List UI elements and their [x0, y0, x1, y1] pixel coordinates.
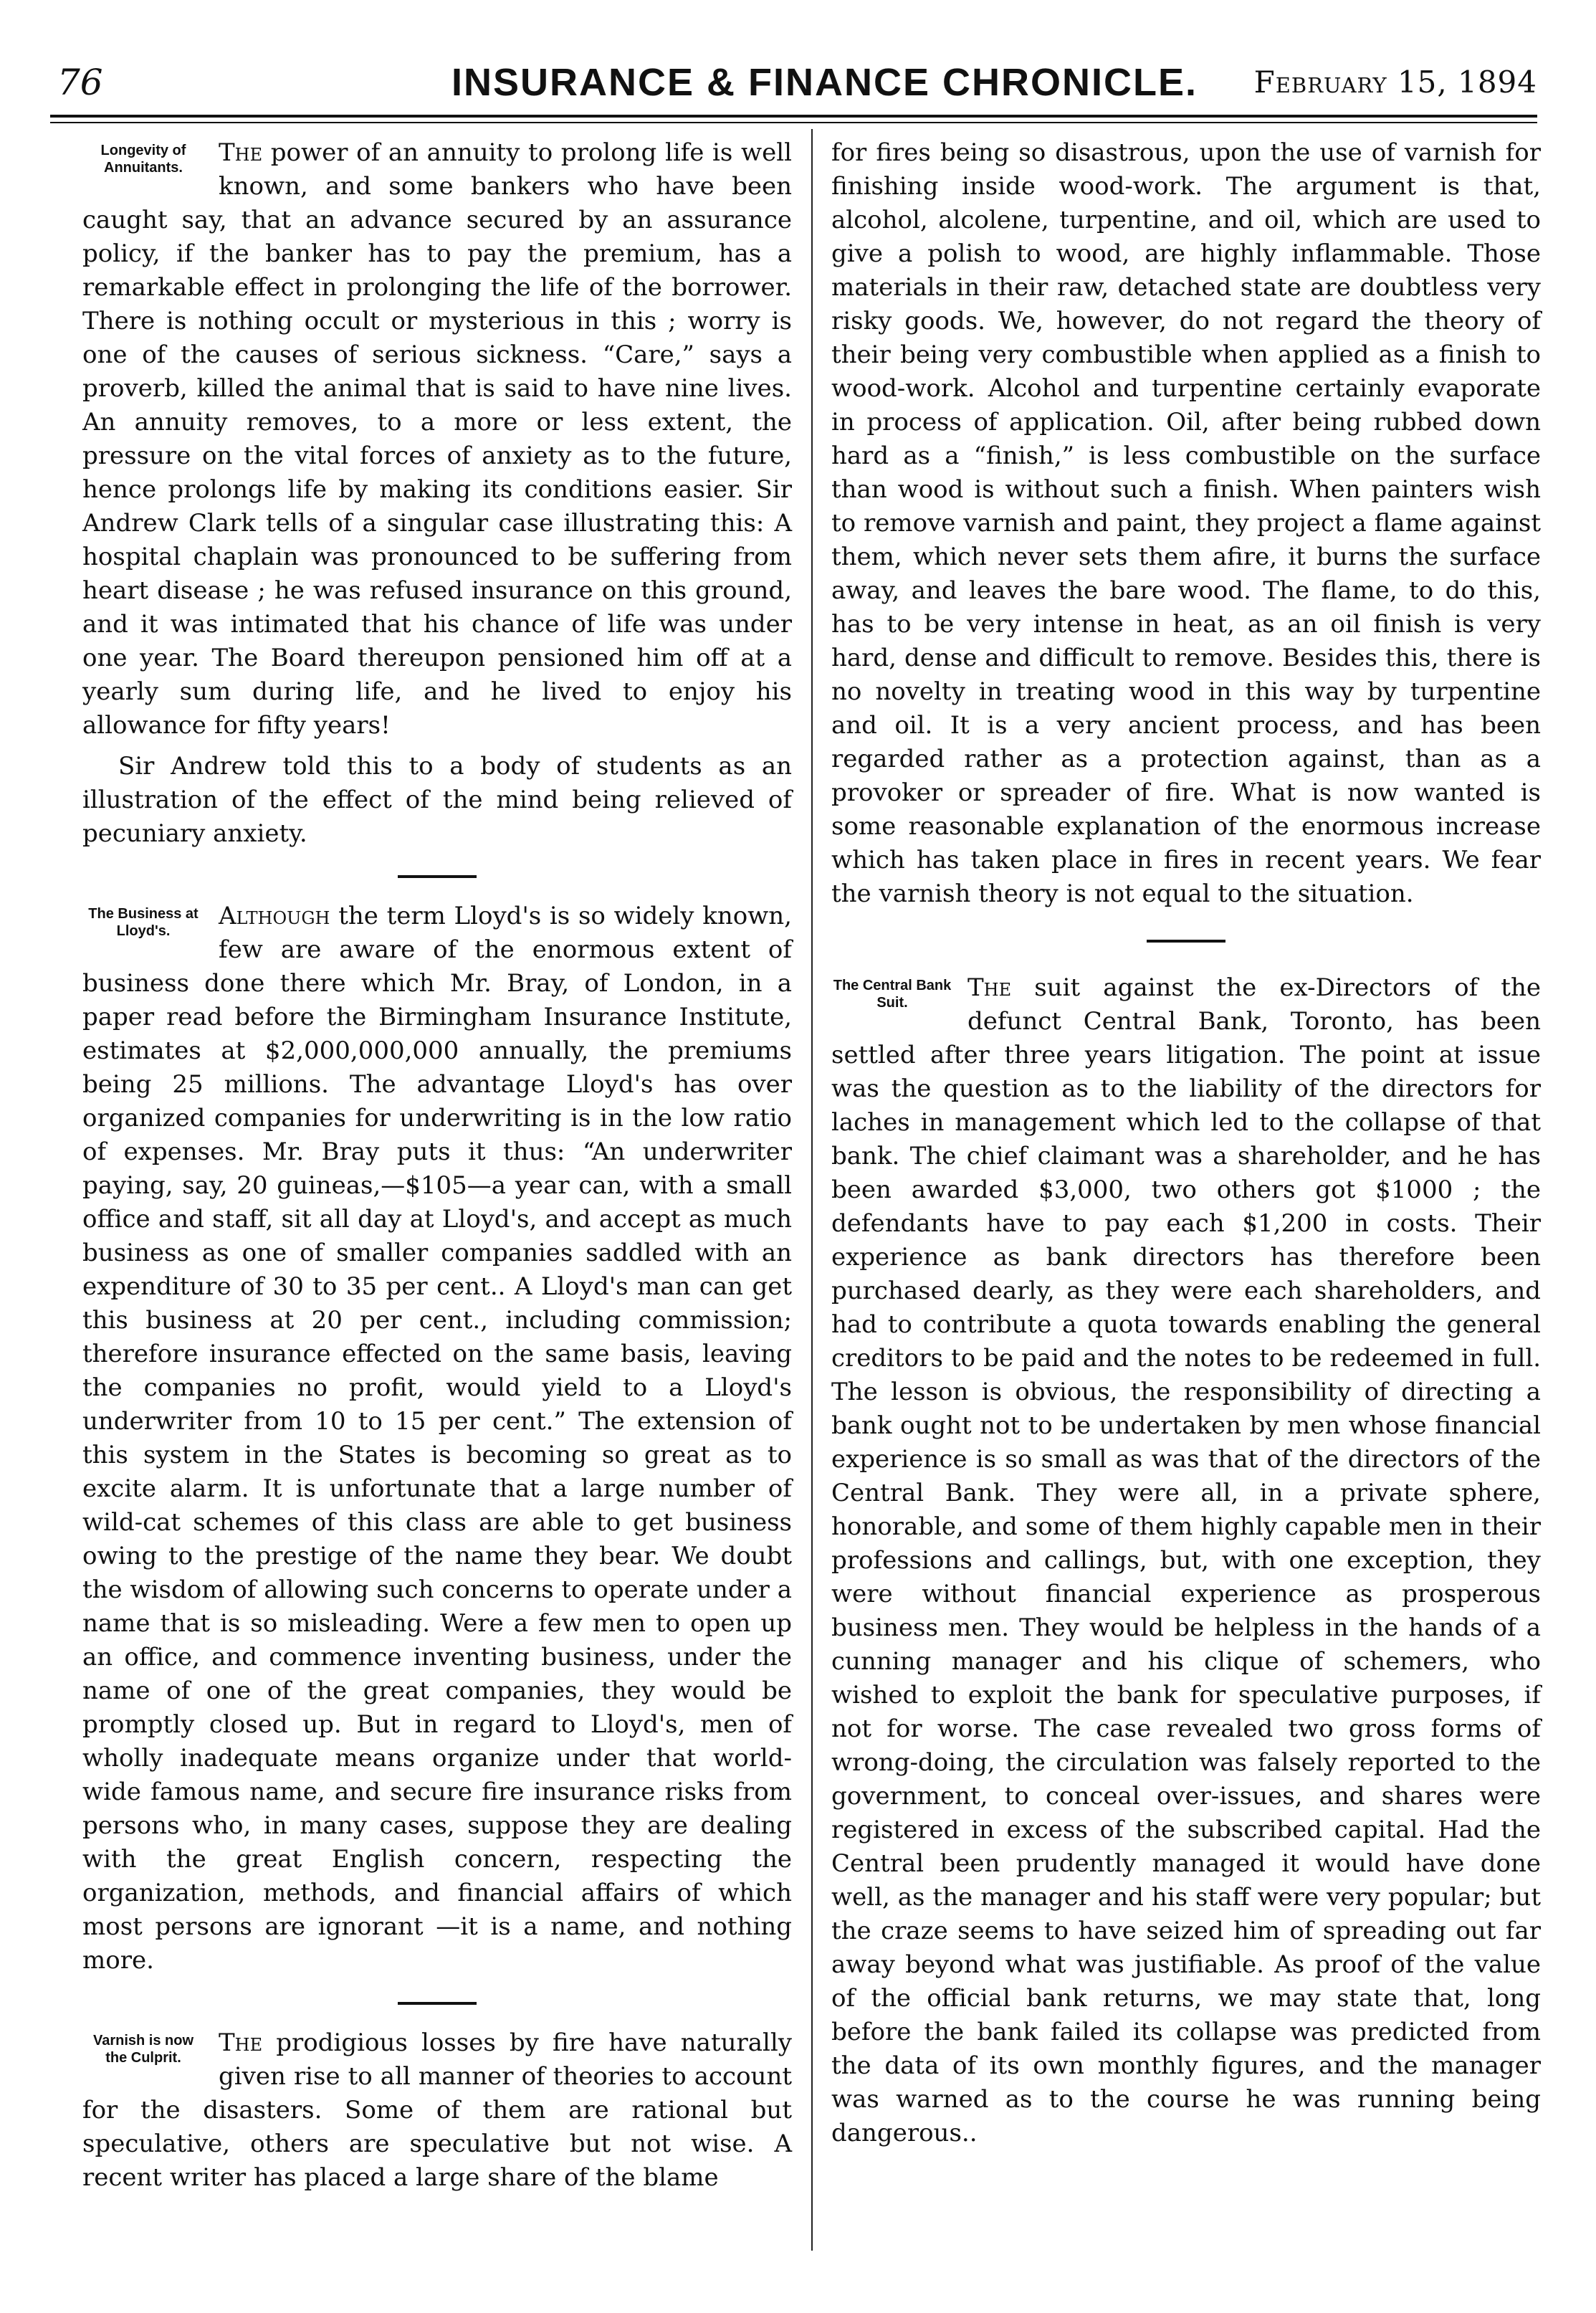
article-longevity-body-2: Sir Andrew told this to a body of students as an illustration of the effect of the mind being relieved of pecuniary anxiety.: [82, 752, 792, 848]
page-date: February 15, 1894: [1253, 65, 1537, 100]
article-text: the term Lloyd's is so widely known, few are aware of the enormous extent of business done there which Mr. Bray, of London, in a paper read before the Birmingham Insurance Institute, estimates at $2,000,000,000 annually, the premiums being 25 millions. The advantage Lloyd's has over organized companies for underwriting is in the low ratio of expenses. Mr. Bray puts it thus: “An underwriter paying, say, 20 guineas,—$105—a year can, with a small office and staff, sit all day at Lloyd's, and accept as much business as one of smaller companies saddled with an expenditure of 30 to 35 per cent.. A Lloyd's man can get this business at 20 per cent., including commission; therefore insurance effected on the same basis, leaving the companies no profit, would yield to a Lloyd's underwriter from 10 to 15 per cent.” The extension of this system in the States is becoming so great as to excite alarm. It is unfortunate that a large number of wild-cat schemes of this class are able to get business owing to the prestige of the name they bear. We doubt the wisdom of allowing such concerns to operate under a name that is so misleading. Were a few men to open up an office, and commence inventing business, under the name of one of the great companies, they would be promptly closed up. But in regard to Lloyd's, men of wholly inadequate means organize under that world-wide famous name, and secure fire insurance risks from persons who, in many cases, suppose they are dealing with the great English concern, respecting the organization, methods, and financial affairs of which most persons are ignorant —it is a name, and nothing more.: [82, 902, 792, 1975]
header-rule: [50, 115, 1537, 118]
section-divider: [398, 875, 477, 878]
article-lloyds-body: [82, 900, 792, 1978]
lead-word: Although: [219, 902, 330, 930]
right-column: [831, 136, 1541, 2150]
left-column: [82, 136, 792, 2195]
article-lloyds: [82, 900, 792, 1978]
lead-word: The: [219, 138, 263, 167]
article-central-bank: [831, 971, 1541, 2150]
page-header: [50, 56, 1537, 106]
article-central-bank-body: [831, 971, 1541, 2150]
lead-word: The: [967, 973, 1012, 1002]
section-divider: [398, 2002, 477, 2005]
column-divider: [811, 129, 813, 2251]
article-longevity: [82, 136, 792, 851]
article-varnish-continued: for fires being so disastrous, upon the use of varnish for finishing inside wood-work. The argument is that, alcohol, alcolene, turpentine, and oil, which are used to give a polish to wood, are highly inflammable. Those materials in their raw, detached state are doubtless very risky goods. We, however, do not regard the theory of their being very combustible when applied as a finish to wood-work. Alcohol and turpentine certainly evaporate in process of application. Oil, after being rubbed down hard as a “finish,” is less combustible on the surface than wood is without such a finish. When painters wish to remove varnish and paint, they project a flame against them, which never sets them afire, it burns the surface away, and leaves the bare wood. The flame, to do this, has to be very intense in heat, as an oil finish is very hard, dense and difficult to remove. Besides this, there is no novelty in treating wood in this way by turpentine and oil. It is a very ancient process, and has been regarded rather as a protection against, than as a provoker or spreader of fire. What is now wanted is some reasonable explanation of the enormous increase which has taken place in fires in recent years. We fear the varnish theory is not equal to the situation.: [831, 138, 1541, 908]
article-text: power of an annuity to prolong life is well known, and some bankers who have been caught say, that an advance secured by an assurance policy, if the banker has to pay the premium, has a remarkable effect in prolonging the life of the borrower. There is nothing occult or mysterious in this ; worry is one of the causes of serious sickness. “Care,” says a proverb, killed the animal that is said to have nine lives. An annuity removes, to a more or less extent, the pressure on the vital forces of anxiety as to the future, hence prolongs life by making its conditions easier. Sir Andrew Clark tells of a singular case illustrating this: A hospital chaplain was pronounced to be suffering from heart disease ; he was refused insurance on this ground, and it was intimated that his chance of life was under one year. The Board thereupon pensioned him off at a yearly sum during life, and he lived to enjoy his allowance for fifty years!: [82, 138, 792, 740]
article-text: suit against the ex-Directors of the defunct Central Bank, Toronto, has been settled after three years litigation. The point at issue was the question as to the liability of the directors for laches in management which led to the collapse of that bank. The chief claimant was a shareholder, and he has been awarded $3,000, two others got $1000 ; the defendants have to pay each $1,200 in costs. Their experience as bank directors has therefore been purchased dearly, as they were each shareholders, and had to contribute a quota towards enabling the general creditors to be paid and the notes to be redeemed in full. The lesson is obvious, the responsibility of directing a bank ought not to be undertaken by men whose financial experience is so small as was that of the directors of the Central Bank. They were all, in a private sphere, honorable, and some of them highly capable men in their professions and callings, but, with one exception, they were without financial experience as prosperous business men. They would be helpless in the hands of a cunning manager and his clique of schemers, who wished to exploit the bank for speculative purposes, if not for worse. The case revealed two gross forms of wrong-doing, the circulation was falsely reported to the government, to conceal over-issues, and shares were registered in excess of the subscribed capital. Had the Central been prudently managed it would have done well, as the manager and his staff were very popular; but the craze seems to have seized him of spreading out far away beyond what was justifiable. As proof of the value of the official bank returns, we may state that, long before the bank failed its collapse was predicted from the data of its own monthly figures, and the manager was warned as to the course he was running being dangerous..: [831, 973, 1541, 2147]
sidenote-varnish: Varnish is now the Culprit.: [92, 2033, 194, 2066]
section-divider: [1147, 940, 1225, 943]
page-number: 76: [57, 62, 103, 103]
sidenote-central-bank: The Central Bank Suit.: [833, 978, 952, 1011]
sidenote-lloyds: The Business at Lloyd's.: [88, 906, 199, 939]
sidenote-longevity: Longevity of Annuitants.: [100, 143, 186, 176]
article-text: prodigious losses by fire have naturally given rise to all manner of theories to account for the disasters. Some of them are rational but speculative, others are speculative but not wise. A recent writer has placed a large share of the blame: [82, 2028, 792, 2192]
article-varnish: [82, 2026, 792, 2195]
lead-word: The: [219, 2028, 263, 2057]
article-longevity-body: [82, 136, 792, 743]
header-rule-thin: [50, 122, 1537, 123]
page-title: INSURANCE & FINANCE CHRONICLE.: [451, 61, 1198, 104]
